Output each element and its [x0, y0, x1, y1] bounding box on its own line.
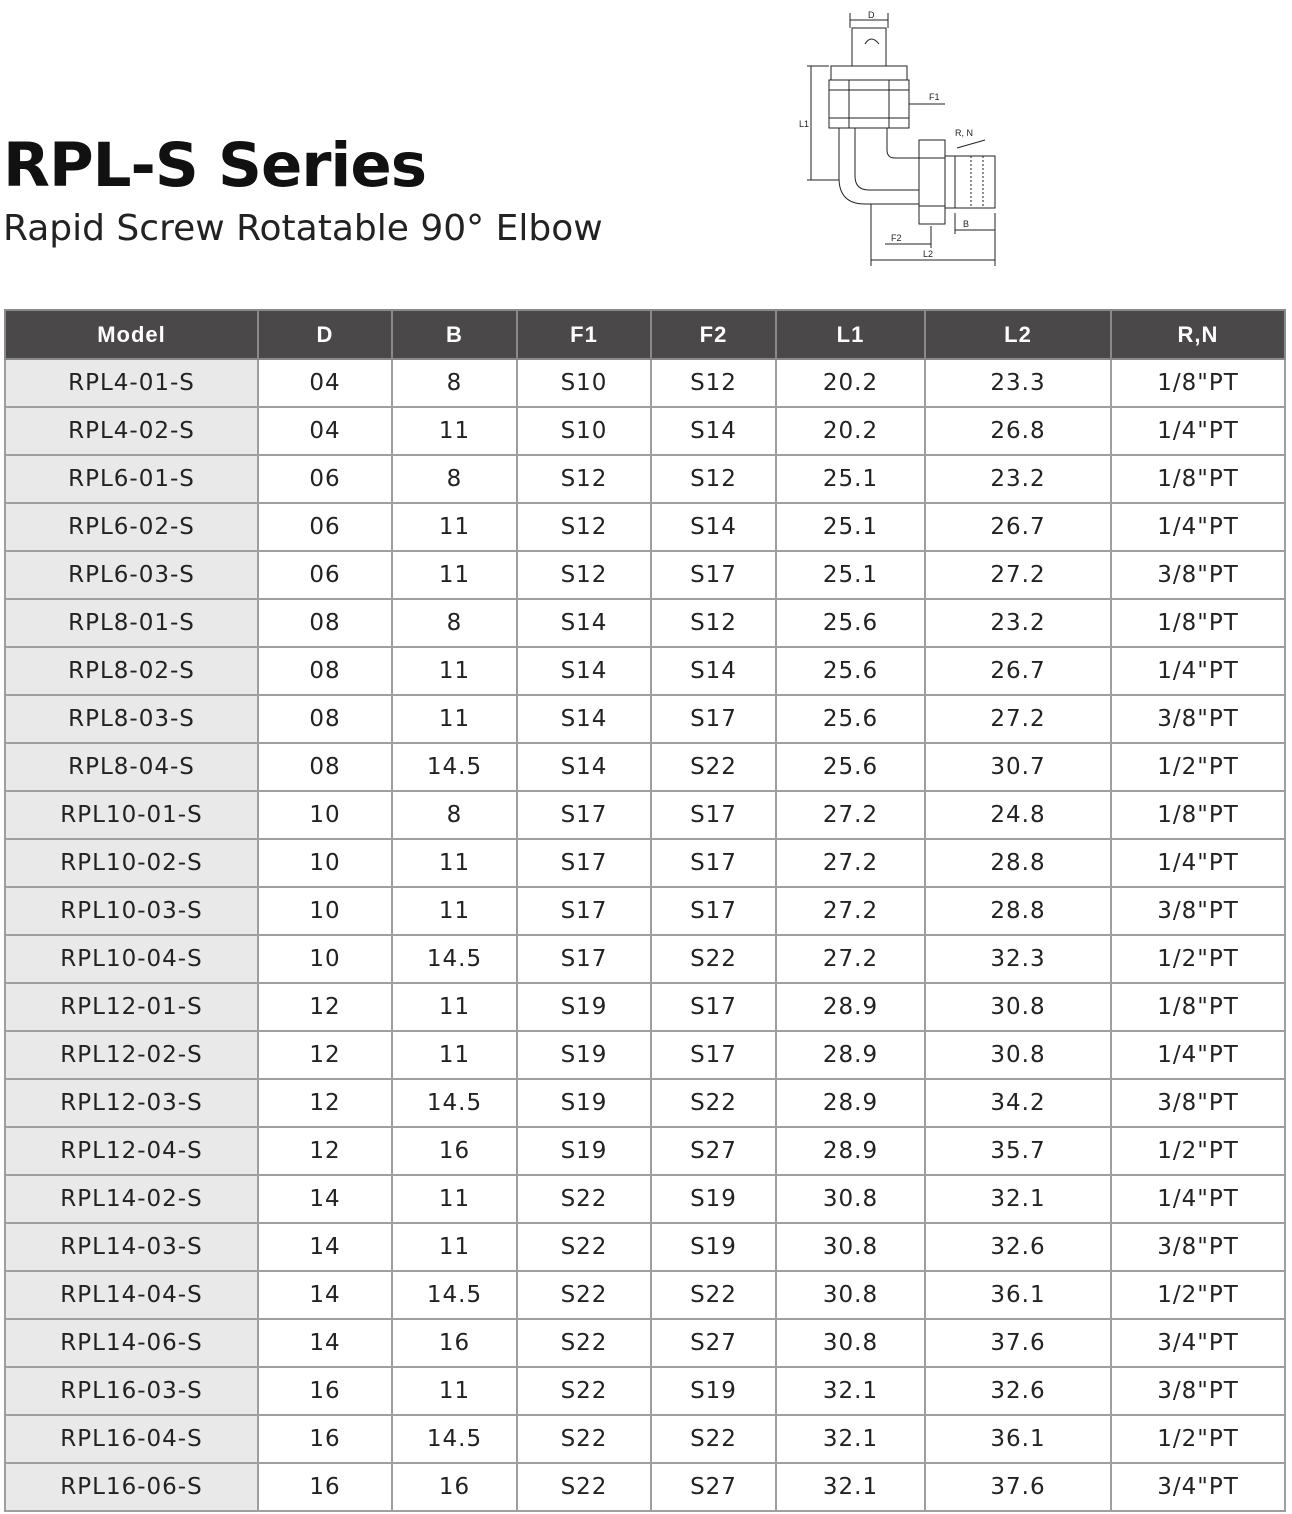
column-header: L1 — [776, 310, 925, 359]
table-cell: 12 — [258, 1079, 392, 1127]
table-cell: 30.8 — [776, 1319, 925, 1367]
table-cell: 1/4"PT — [1111, 1031, 1285, 1079]
model-cell: RPL6-01-S — [5, 455, 258, 503]
table-cell: 12 — [258, 1031, 392, 1079]
table-cell: 35.7 — [925, 1127, 1111, 1175]
table-cell: S12 — [651, 455, 776, 503]
table-cell: S17 — [651, 695, 776, 743]
model-cell: RPL10-01-S — [5, 791, 258, 839]
table-cell: 08 — [258, 695, 392, 743]
table-cell: 32.6 — [925, 1367, 1111, 1415]
table-cell: 06 — [258, 455, 392, 503]
table-cell: 16 — [258, 1463, 392, 1511]
table-cell: 1/8"PT — [1111, 359, 1285, 407]
table-row — [5, 1031, 1285, 1079]
table-cell: 12 — [258, 983, 392, 1031]
model-cell: RPL12-01-S — [5, 983, 258, 1031]
table-cell: 25.6 — [776, 599, 925, 647]
table-cell: 37.6 — [925, 1319, 1111, 1367]
table-row — [5, 887, 1285, 935]
table-cell: 16 — [392, 1463, 517, 1511]
table-row — [5, 1175, 1285, 1223]
table-cell: 04 — [258, 359, 392, 407]
table-cell: S19 — [651, 1367, 776, 1415]
table-cell: 23.2 — [925, 599, 1111, 647]
table-cell: 11 — [392, 695, 517, 743]
model-cell: RPL14-04-S — [5, 1271, 258, 1319]
table-cell: 30.8 — [925, 1031, 1111, 1079]
table-cell: 1/4"PT — [1111, 839, 1285, 887]
model-cell: RPL16-04-S — [5, 1415, 258, 1463]
table-row — [5, 359, 1285, 407]
table-cell: 16 — [258, 1415, 392, 1463]
column-header: F1 — [517, 310, 651, 359]
table-cell: 14 — [258, 1223, 392, 1271]
table-row — [5, 695, 1285, 743]
table-cell: 06 — [258, 503, 392, 551]
table-cell: 1/8"PT — [1111, 455, 1285, 503]
table-cell: 32.1 — [776, 1415, 925, 1463]
table-cell: 30.8 — [776, 1271, 925, 1319]
column-header: F2 — [651, 310, 776, 359]
table-cell: S17 — [651, 1031, 776, 1079]
column-header: L2 — [925, 310, 1111, 359]
table-cell: S17 — [517, 839, 651, 887]
column-header: R,N — [1111, 310, 1285, 359]
table-row — [5, 551, 1285, 599]
drawing-label-l2: L2 — [923, 249, 934, 259]
table-row — [5, 647, 1285, 695]
table-cell: 10 — [258, 935, 392, 983]
table-cell: 3/8"PT — [1111, 1079, 1285, 1127]
model-cell: RPL10-02-S — [5, 839, 258, 887]
table-cell: 11 — [392, 1223, 517, 1271]
table-cell: 32.1 — [925, 1175, 1111, 1223]
table-cell: 3/4"PT — [1111, 1319, 1285, 1367]
table-cell: 3/8"PT — [1111, 695, 1285, 743]
table-cell: 12 — [258, 1127, 392, 1175]
model-cell: RPL8-02-S — [5, 647, 258, 695]
table-row — [5, 1415, 1285, 1463]
model-cell: RPL8-01-S — [5, 599, 258, 647]
model-cell: RPL6-03-S — [5, 551, 258, 599]
table-cell: 25.1 — [776, 503, 925, 551]
table-cell: 06 — [258, 551, 392, 599]
model-cell: RPL10-03-S — [5, 887, 258, 935]
model-cell: RPL4-01-S — [5, 359, 258, 407]
table-cell: S22 — [651, 935, 776, 983]
table-row — [5, 791, 1285, 839]
table-cell: 20.2 — [776, 407, 925, 455]
model-cell: RPL12-03-S — [5, 1079, 258, 1127]
table-row — [5, 1271, 1285, 1319]
table-cell: 36.1 — [925, 1415, 1111, 1463]
table-cell: 27.2 — [776, 935, 925, 983]
table-cell: S22 — [517, 1175, 651, 1223]
model-cell: RPL16-06-S — [5, 1463, 258, 1511]
table-cell: 11 — [392, 839, 517, 887]
table-row — [5, 1367, 1285, 1415]
table-cell: S17 — [517, 935, 651, 983]
table-cell: S22 — [651, 1415, 776, 1463]
table-cell: S14 — [517, 647, 651, 695]
table-cell: 16 — [258, 1367, 392, 1415]
table-cell: 14 — [258, 1175, 392, 1223]
table-row — [5, 599, 1285, 647]
table-cell: 27.2 — [925, 695, 1111, 743]
table-cell: 1/4"PT — [1111, 1175, 1285, 1223]
table-cell: 1/2"PT — [1111, 1415, 1285, 1463]
table-cell: S19 — [651, 1175, 776, 1223]
table-cell: 8 — [392, 359, 517, 407]
table-cell: 36.1 — [925, 1271, 1111, 1319]
table-cell: 14.5 — [392, 1271, 517, 1319]
table-row — [5, 1223, 1285, 1271]
table-cell: S14 — [517, 695, 651, 743]
table-cell: S12 — [651, 599, 776, 647]
table-cell: 11 — [392, 503, 517, 551]
table-cell: S10 — [517, 407, 651, 455]
table-cell: 27.2 — [776, 791, 925, 839]
table-cell: 04 — [258, 407, 392, 455]
table-cell: 1/8"PT — [1111, 791, 1285, 839]
table-cell: 3/4"PT — [1111, 1463, 1285, 1511]
table-row — [5, 503, 1285, 551]
table-cell: 08 — [258, 599, 392, 647]
table-cell: 14.5 — [392, 743, 517, 791]
table-cell: 30.8 — [776, 1223, 925, 1271]
table-cell: 14.5 — [392, 1079, 517, 1127]
table-cell: S12 — [517, 503, 651, 551]
table-cell: 14.5 — [392, 935, 517, 983]
table-cell: S12 — [651, 359, 776, 407]
table-cell: 25.1 — [776, 551, 925, 599]
table-cell: 24.8 — [925, 791, 1111, 839]
table-cell: 37.6 — [925, 1463, 1111, 1511]
table-cell: 27.2 — [925, 551, 1111, 599]
table-cell: 28.8 — [925, 887, 1111, 935]
table-cell: 30.8 — [925, 983, 1111, 1031]
table-cell: 25.6 — [776, 695, 925, 743]
table-row — [5, 983, 1285, 1031]
spec-table — [4, 309, 1286, 1512]
model-cell: RPL8-03-S — [5, 695, 258, 743]
table-cell: S27 — [651, 1319, 776, 1367]
table-cell: S27 — [651, 1127, 776, 1175]
drawing-label-rn: R, N — [955, 128, 973, 138]
column-header: Model — [5, 310, 258, 359]
table-cell: 08 — [258, 743, 392, 791]
drawing-label-d: D — [868, 10, 875, 20]
table-cell: 11 — [392, 647, 517, 695]
model-cell: RPL8-04-S — [5, 743, 258, 791]
drawing-label-f1: F1 — [929, 92, 940, 102]
table-cell: 1/2"PT — [1111, 935, 1285, 983]
table-row — [5, 935, 1285, 983]
table-cell: 23.3 — [925, 359, 1111, 407]
table-cell: 3/8"PT — [1111, 1367, 1285, 1415]
table-cell: S12 — [517, 455, 651, 503]
table-cell: 27.2 — [776, 887, 925, 935]
table-cell: S22 — [651, 1271, 776, 1319]
column-header: D — [258, 310, 392, 359]
table-cell: 27.2 — [776, 839, 925, 887]
table-cell: 14 — [258, 1319, 392, 1367]
table-cell: S22 — [517, 1415, 651, 1463]
table-cell: S17 — [517, 887, 651, 935]
elbow-fitting-drawing — [795, 8, 1010, 268]
drawing-label-f2: F2 — [891, 233, 902, 243]
model-cell: RPL14-03-S — [5, 1223, 258, 1271]
table-cell: 8 — [392, 791, 517, 839]
table-cell: 16 — [392, 1319, 517, 1367]
table-cell: S22 — [517, 1367, 651, 1415]
table-cell: 11 — [392, 1031, 517, 1079]
table-cell: 28.9 — [776, 1031, 925, 1079]
table-cell: 11 — [392, 1367, 517, 1415]
table-cell: S27 — [651, 1463, 776, 1511]
table-cell: 1/2"PT — [1111, 1127, 1285, 1175]
table-cell: 30.7 — [925, 743, 1111, 791]
table-cell: S22 — [517, 1463, 651, 1511]
table-cell: 28.8 — [925, 839, 1111, 887]
table-cell: S19 — [517, 1079, 651, 1127]
table-cell: 1/4"PT — [1111, 647, 1285, 695]
table-cell: 32.1 — [776, 1463, 925, 1511]
table-cell: 28.9 — [776, 1079, 925, 1127]
table-cell: S10 — [517, 359, 651, 407]
column-header: B — [392, 310, 517, 359]
table-cell: 1/8"PT — [1111, 599, 1285, 647]
table-cell: 14 — [258, 1271, 392, 1319]
drawing-label-b: B — [963, 219, 970, 229]
table-cell: 20.2 — [776, 359, 925, 407]
table-cell: 25.1 — [776, 455, 925, 503]
table-cell: S14 — [517, 599, 651, 647]
table-cell: 26.7 — [925, 647, 1111, 695]
table-cell: 11 — [392, 407, 517, 455]
model-cell: RPL6-02-S — [5, 503, 258, 551]
table-cell: S22 — [517, 1223, 651, 1271]
table-cell: 10 — [258, 887, 392, 935]
table-cell: 26.8 — [925, 407, 1111, 455]
model-cell: RPL16-03-S — [5, 1367, 258, 1415]
table-cell: S19 — [517, 983, 651, 1031]
table-cell: 28.9 — [776, 983, 925, 1031]
model-cell: RPL14-02-S — [5, 1175, 258, 1223]
table-cell: S17 — [651, 839, 776, 887]
table-cell: 10 — [258, 791, 392, 839]
table-cell: S14 — [651, 407, 776, 455]
table-cell: 26.7 — [925, 503, 1111, 551]
table-row — [5, 1079, 1285, 1127]
table-cell: 1/2"PT — [1111, 1271, 1285, 1319]
table-cell: 1/4"PT — [1111, 407, 1285, 455]
table-cell: S17 — [651, 983, 776, 1031]
model-cell: RPL12-04-S — [5, 1127, 258, 1175]
table-cell: 23.2 — [925, 455, 1111, 503]
table-cell: S12 — [517, 551, 651, 599]
table-cell: 16 — [392, 1127, 517, 1175]
table-cell: 32.1 — [776, 1367, 925, 1415]
table-cell: 34.2 — [925, 1079, 1111, 1127]
table-cell: 1/4"PT — [1111, 503, 1285, 551]
table-cell: 32.6 — [925, 1223, 1111, 1271]
table-cell: 3/8"PT — [1111, 887, 1285, 935]
model-cell: RPL14-06-S — [5, 1319, 258, 1367]
table-cell: 10 — [258, 839, 392, 887]
table-row — [5, 1319, 1285, 1367]
table-cell: S17 — [651, 791, 776, 839]
table-cell: S19 — [517, 1031, 651, 1079]
table-cell: 32.3 — [925, 935, 1111, 983]
table-cell: 8 — [392, 455, 517, 503]
table-cell: S17 — [651, 887, 776, 935]
table-cell: S14 — [651, 647, 776, 695]
table-cell: 08 — [258, 647, 392, 695]
table-cell: S14 — [517, 743, 651, 791]
table-row — [5, 839, 1285, 887]
table-cell: 3/8"PT — [1111, 551, 1285, 599]
table-cell: 11 — [392, 887, 517, 935]
table-cell: 1/2"PT — [1111, 743, 1285, 791]
table-cell: 11 — [392, 983, 517, 1031]
table-cell: 14.5 — [392, 1415, 517, 1463]
table-cell: 30.8 — [776, 1175, 925, 1223]
table-cell: 3/8"PT — [1111, 1223, 1285, 1271]
table-cell: 11 — [392, 1175, 517, 1223]
series-subtitle: Rapid Screw Rotatable 90° Elbow — [3, 208, 603, 249]
table-cell: S22 — [651, 1079, 776, 1127]
table-cell: 28.9 — [776, 1127, 925, 1175]
table-cell: S22 — [651, 743, 776, 791]
series-title: RPL-S Series — [3, 130, 427, 201]
table-row — [5, 1127, 1285, 1175]
table-cell: 25.6 — [776, 743, 925, 791]
table-cell: S19 — [517, 1127, 651, 1175]
model-cell: RPL12-02-S — [5, 1031, 258, 1079]
table-row — [5, 455, 1285, 503]
model-cell: RPL4-02-S — [5, 407, 258, 455]
table-row — [5, 743, 1285, 791]
table-cell: S14 — [651, 503, 776, 551]
table-row — [5, 407, 1285, 455]
table-cell: 25.6 — [776, 647, 925, 695]
table-cell: S17 — [517, 791, 651, 839]
table-cell: 1/8"PT — [1111, 983, 1285, 1031]
table-cell: S17 — [651, 551, 776, 599]
table-cell: S22 — [517, 1319, 651, 1367]
table-cell: 8 — [392, 599, 517, 647]
table-row — [5, 1463, 1285, 1511]
table-cell: 11 — [392, 551, 517, 599]
table-cell: S22 — [517, 1271, 651, 1319]
drawing-label-l1: L1 — [799, 119, 810, 129]
table-cell: S19 — [651, 1223, 776, 1271]
model-cell: RPL10-04-S — [5, 935, 258, 983]
table-header-row — [5, 310, 1285, 359]
